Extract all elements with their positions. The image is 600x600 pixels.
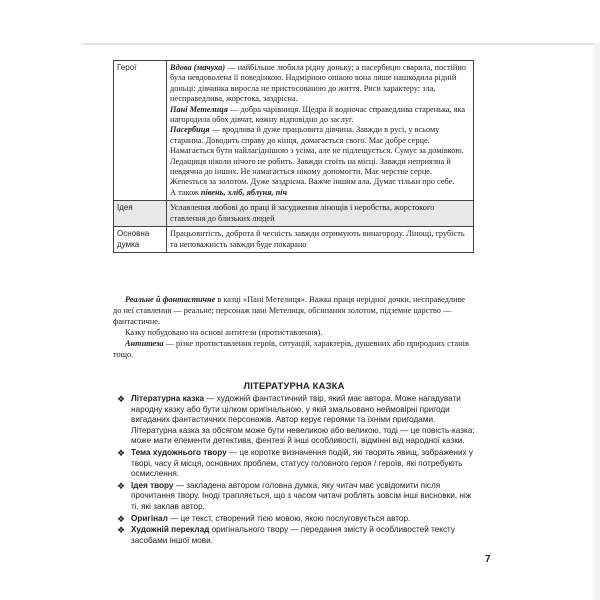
- page-edge-shadow: [594, 43, 600, 600]
- paragraph-real-fantastic: Реальне й фантастичне в казці «Пані Метелиця». Важка праця нерідної дочки, несправедливе до неї ставлення — реальне; персонаж пані Метелиця, обсипання золотом, підземне царство — фантастичне.: [113, 295, 466, 326]
- list-item: ❖ Художній переклад оригінального твору — передання змісту й особливостей тексту засобами іншої мови.: [117, 525, 455, 545]
- diamond-bullet-icon: ❖: [117, 513, 126, 524]
- character-lady-metelytsia: Пані Метелиця — добра чарівниця. Щедра й водночас справедлива старенька, яка нагородила обох дівчат, кожну відповідно до заслуг.: [170, 104, 466, 125]
- table-row: [114, 227, 474, 253]
- definitions-list: [113, 394, 477, 547]
- table-row: [114, 201, 474, 227]
- character-stepmother: Вдова (мачуха) — найбільше любила рідну доньку; а пасербицю сварила, постійно була невдоволена її поведінкою. Надмірною опікою вона лише нашкодила рідній доньці: дівчинка виросла не пристосованою до життя. Риси характеру: зла, несправедлива, жорстока, заздрісна.: [170, 63, 466, 104]
- list-item: ❖ Оригінал — це текст, створений тією мовою, якою послуговується автор.: [117, 513, 411, 524]
- row-header-main-thought: Основна думка: [114, 227, 167, 253]
- paragraph-antithesis-definition: Антитеза — різке протиставлення героїв, ситуацій, характерів, душевних або природних станів тощо.: [113, 339, 469, 359]
- list-item: ❖ Літературна казка — художній фантастичний твір, який має автора. Може нагадувати народну казку або бути цілком оригінальною, у якій змальовано неймовірні пригоди вигаданих фантастичних персонажів. Автор керує героями та їхніми пригодами. Літературна казка за обсягом може бути невеликою або великою, тоді — це повість-казка; може мати елементи детектива, фентезі й інші особливості, відмінні від народної казки.: [117, 394, 475, 446]
- list-item: ❖ Ідея твору — закладена автором головна думка, яку читач має усвідомити після прочитання твору. Іноді трапляється, що з часом читачі роблять зовсім інші висновки, ніж ті, які заклав автор.: [117, 480, 472, 511]
- page-number: 7: [485, 554, 491, 565]
- diamond-bullet-icon: ❖: [117, 394, 126, 404]
- top-divider: [82, 43, 600, 45]
- paragraph-antithesis-basis: Казку побудовано на основі антитези (протиставлення).: [125, 328, 323, 337]
- section-title: ЛІТЕРАТУРНА КАЗКА: [243, 380, 345, 391]
- idea-cell: Уславлення любові до праці й засудження лінощів і неробства, жорстокого ставлення до близьких людей: [167, 201, 474, 227]
- row-header-characters: Герої: [114, 61, 167, 201]
- table-row: [114, 61, 474, 201]
- diamond-bullet-icon: ❖: [117, 525, 126, 536]
- character-lazy-daughter: Ледащиця ніколи нічого не робить. Завжди стоїть на місці. Завжди неприязна й невдячна до інших. Не намагається нікому допомогти. Має черстве серце. Жenesться за золотом. Дуже заздрісна. Важче іншим ала. Думає тільки про себе.: [170, 156, 455, 187]
- diamond-bullet-icon: ❖: [117, 480, 126, 491]
- main-thought-cell: Працьовитість, доброта й чесність завжди отримують винагороду. Лінощі, грубість та неповажність завжди буде покарано: [167, 227, 474, 253]
- list-item: ❖ Тема художнього твору — це коротке визначення подій, які творять явищ, зображених у творі, часу й місця, основних проблем, статусу головного героя / героїв, які потребують осмислення.: [117, 447, 473, 479]
- analysis-table: [113, 60, 474, 253]
- row-header-idea: Ідея: [114, 201, 167, 227]
- other-characters: А також півень, хліб, яблуня, піч: [170, 187, 287, 197]
- characters-cell: [167, 61, 474, 201]
- diamond-bullet-icon: ❖: [117, 447, 126, 458]
- character-stepdaughter: Пасербиця — вродлива й дуже працьовита дівчина. Завжди в русі, у всьому старанна. Доводить справу до кінця, домагається свого. Має добре серце. Намагається бути найлагіднішою з усіма, але не підлещується. Сумує за домівкою.: [170, 125, 464, 156]
